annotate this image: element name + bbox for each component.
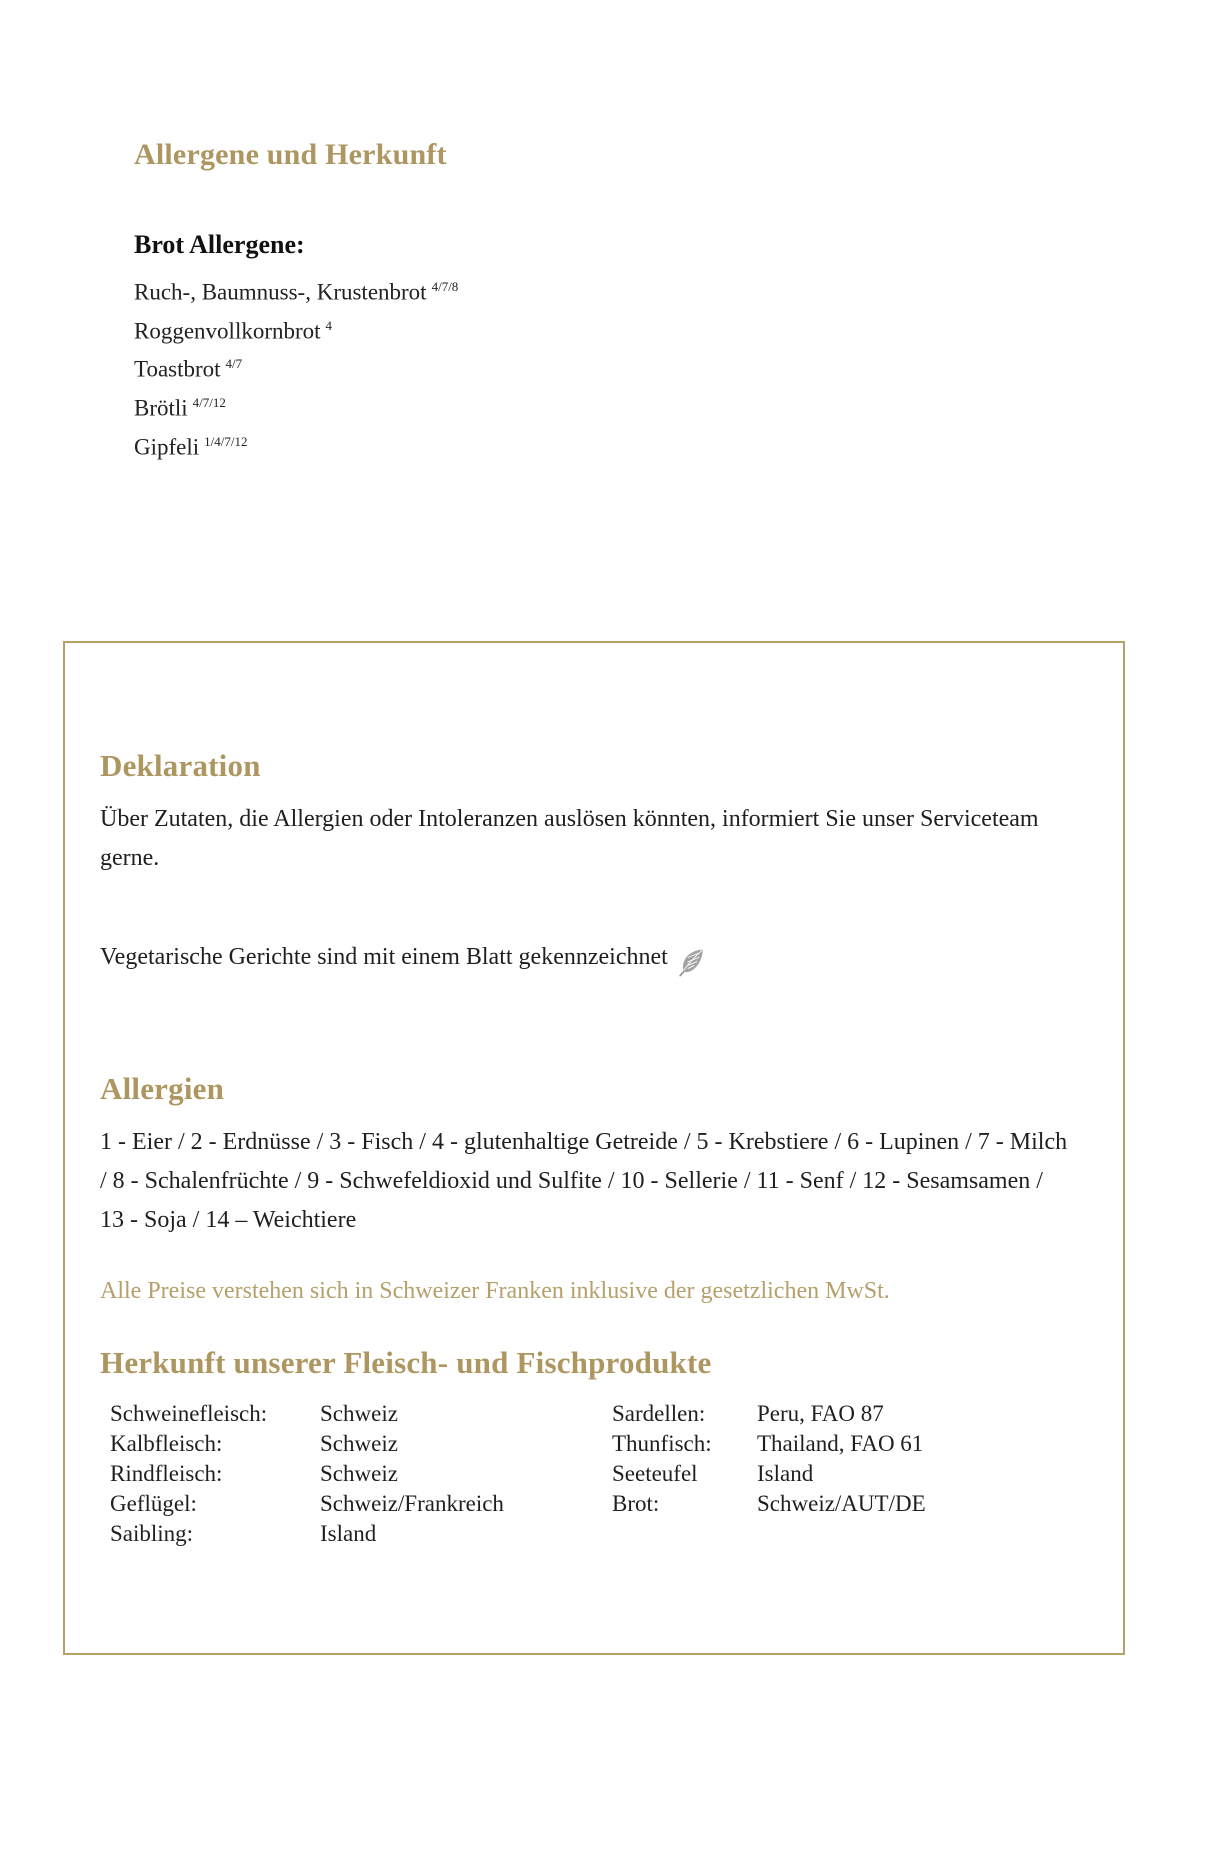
- bread-item-allergen-codes: 4/7/8: [431, 279, 459, 294]
- origin-table-right-column: [612, 1399, 926, 1549]
- declaration-section: [100, 748, 1085, 977]
- bread-item: [134, 347, 1222, 386]
- vegetarian-note: [100, 938, 1085, 977]
- bread-item-allergen-codes: 4: [325, 317, 333, 333]
- allergies-heading: Allergien: [100, 1071, 225, 1106]
- bread-item: [134, 386, 1222, 425]
- info-frame-box: [63, 641, 1125, 1655]
- origin-heading: Herkunft unserer Fleisch- und Fischprodukte: [100, 1345, 712, 1380]
- leaf-icon: [676, 945, 706, 981]
- origin-row-label: Schweinefleisch:: [110, 1401, 268, 1426]
- bread-allergens-list: [134, 270, 1222, 463]
- origin-row-value: Island: [320, 1521, 377, 1546]
- origin-row-label: Rindfleisch:: [110, 1461, 223, 1486]
- origin-row-label: Thunfisch:: [612, 1431, 712, 1456]
- origin-row: [612, 1459, 926, 1489]
- bread-allergens-heading: Brot Allergene:: [134, 230, 305, 259]
- bread-item-name: Gipfeli: [134, 434, 200, 460]
- bread-allergens-section: [134, 230, 1222, 463]
- origin-row: [612, 1489, 926, 1519]
- origin-row-value: Schweiz: [320, 1461, 398, 1486]
- bread-item: [134, 270, 1222, 309]
- allergies-section: [100, 1071, 1085, 1240]
- page-title: Allergene und Herkunft: [134, 138, 447, 171]
- bread-item-name: Ruch-, Baumnuss-, Krustenbrot: [134, 279, 427, 305]
- origin-row-value: Thailand, FAO 61: [757, 1431, 924, 1456]
- origin-row-label: Saibling:: [110, 1521, 194, 1546]
- origin-row-value: Schweiz/Frankreich: [320, 1491, 504, 1516]
- origin-row: [110, 1519, 612, 1549]
- bread-item: [134, 309, 1222, 348]
- origin-table-left-column: [110, 1399, 612, 1549]
- bread-item-name: Roggenvollkornbrot: [134, 318, 321, 344]
- bread-item-allergen-codes: 1/4/7/12: [204, 433, 248, 449]
- origin-row-value: Island: [757, 1461, 814, 1486]
- origin-row-label: Geflügel:: [110, 1491, 197, 1516]
- origin-row-value: Schweiz: [320, 1431, 398, 1456]
- origin-section: [100, 1345, 1085, 1549]
- origin-row-label: Kalbfleisch:: [110, 1431, 223, 1456]
- origin-table: [110, 1399, 1085, 1549]
- allergies-list-text: 1 - Eier / 2 - Erdnüsse / 3 - Fisch / 4 - glutenhaltige Getreide / 5 - Krebstiere / 6 - Lupinen / 7 - Milch / 8 - Schalenfrüchte / 9 - Schwefeldioxid und Sulfite / 10 - Sellerie / 11 - Senf / 12 - Sesamsamen / 13 - Soja / 14 – Weichtiere: [100, 1129, 1068, 1233]
- origin-row: [110, 1399, 612, 1429]
- price-note: Alle Preise verstehen sich in Schweizer Franken inklusive der gesetzlichen MwSt.: [100, 1278, 890, 1304]
- origin-row: [110, 1429, 612, 1459]
- origin-row: [110, 1459, 612, 1489]
- origin-row: [110, 1489, 612, 1519]
- bread-item-allergen-codes: 4/7: [225, 356, 243, 372]
- bread-item-name: Toastbrot: [134, 356, 221, 382]
- origin-row-label: Brot:: [612, 1491, 660, 1516]
- declaration-heading: Deklaration: [100, 748, 261, 783]
- bread-item-name: Brötli: [134, 395, 188, 421]
- bread-item: [134, 425, 1222, 464]
- origin-row: [612, 1399, 926, 1429]
- declaration-text: Über Zutaten, die Allergien oder Intoleranzen auslösen könnten, informiert Sie unser Serviceteam gerne.: [100, 806, 1039, 871]
- origin-row-value: Schweiz: [320, 1401, 398, 1426]
- origin-row-value: Schweiz/AUT/DE: [757, 1491, 926, 1516]
- origin-row-label: Sardellen:: [612, 1401, 706, 1426]
- origin-row-value: Peru, FAO 87: [757, 1401, 884, 1426]
- bread-item-allergen-codes: 4/7/12: [192, 394, 226, 410]
- origin-row: [612, 1429, 926, 1459]
- vegetarian-note-text: Vegetarische Gerichte sind mit einem Blatt gekennzeichnet: [100, 944, 668, 970]
- origin-row-label: Seeteufel: [612, 1461, 698, 1486]
